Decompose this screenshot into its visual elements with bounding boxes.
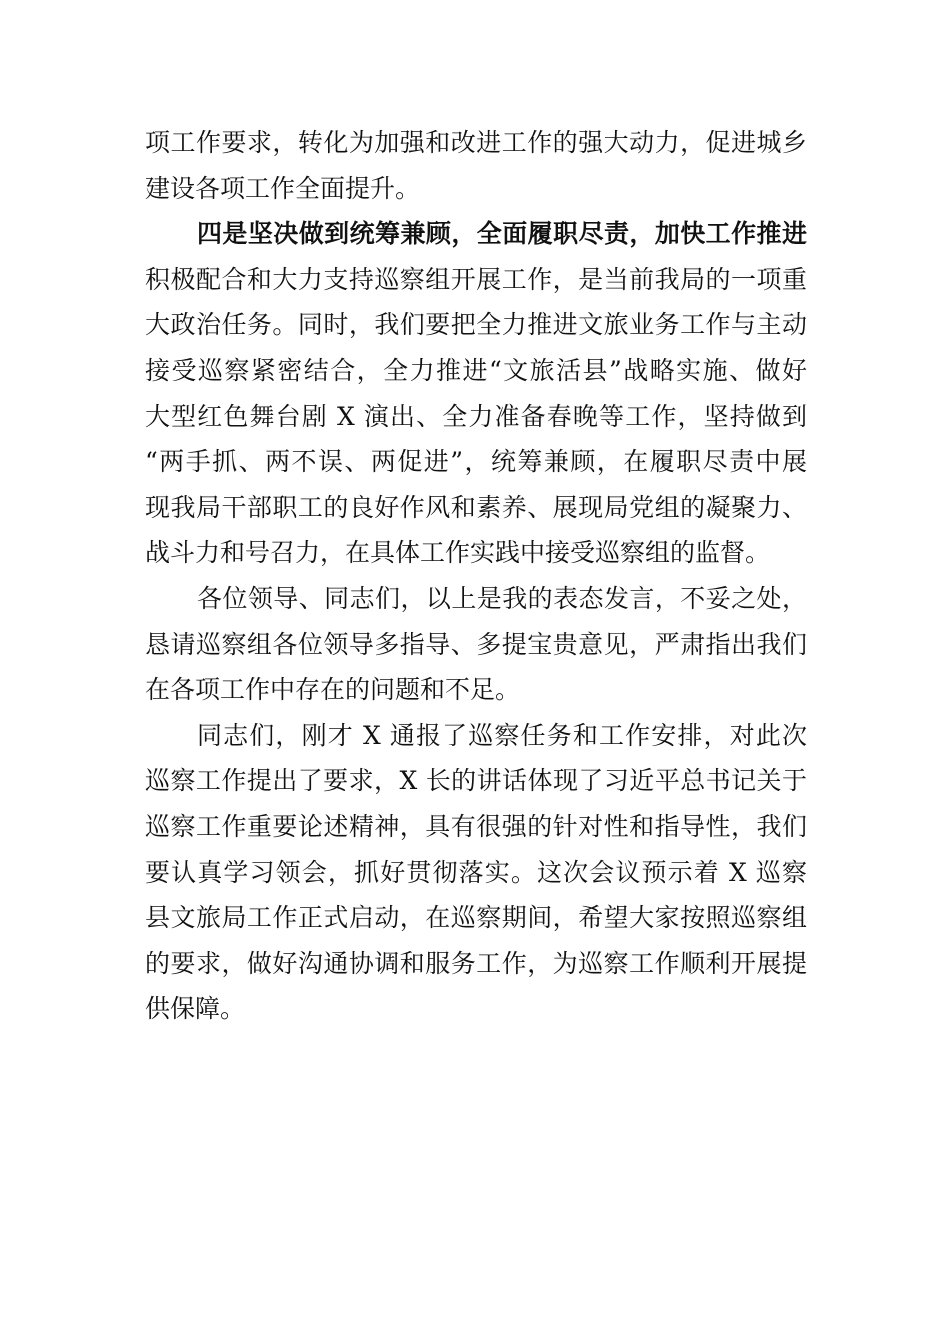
text-line: 恳请巡察组各位领导多指导、多提宝贵意见，严肃指出我们 (145, 629, 807, 659)
text-line: 同志们，刚才 X 通报了巡察任务和工作安排，对此次 (197, 720, 807, 750)
text-line: 巡察工作重要论述精神，具有很强的针对性和指导性，我们 (145, 811, 807, 841)
text-line: 积极配合和大力支持巡察组开展工作，是当前我局的一项重 (145, 264, 807, 294)
text-line: 要认真学习领会，抓好贯彻落实。这次会议预示着 X 巡察 (145, 857, 807, 887)
text-line: 战斗力和号召力，在具体工作实践中接受巡察组的监督。 (145, 538, 771, 568)
text-line: 接受巡察紧密结合，全力推进“文旅活县”战略实施、做好 (145, 355, 807, 385)
paragraph-closing-remarks (145, 576, 807, 713)
text-line: 建设各项工作全面提升。 (145, 173, 421, 203)
text-line: 在各项工作中存在的问题和不足。 (145, 675, 521, 705)
text-line: 大型红色舞台剧 X 演出、全力准备春晚等工作，坚持做到 (145, 401, 807, 431)
text-line: “两手抓、两不误、两促进”，统筹兼顾，在履职尽责中展 (145, 447, 807, 477)
paragraph-continuation (145, 120, 807, 211)
paragraph-meeting-remarks (145, 713, 807, 1032)
text-line: 大政治任务。同时，我们要把全力推进文旅业务工作与主动 (145, 310, 807, 340)
document-body (145, 120, 807, 1032)
text-line: 的要求，做好沟通协调和服务工作，为巡察工作顺利开展提 (145, 948, 807, 978)
section-heading: 四是坚决做到统筹兼顾，全面履职尽责，加快工作推进 (197, 219, 807, 249)
text-line: 现我局干部职工的良好作风和素养、展现局党组的凝聚力、 (145, 492, 807, 522)
text-line: 供保障。 (145, 994, 246, 1024)
text-line: 县文旅局工作正式启动，在巡察期间，希望大家按照巡察组 (145, 903, 807, 933)
text-line: 各位领导、同志们，以上是我的表态发言，不妥之处， (197, 583, 807, 613)
paragraph-section-four (145, 211, 807, 576)
text-line: 项工作要求，转化为加强和改进工作的强大动力，促进城乡 (145, 128, 807, 157)
text-line: 巡察工作提出了要求，X 长的讲话体现了习近平总书记关于 (145, 766, 807, 796)
